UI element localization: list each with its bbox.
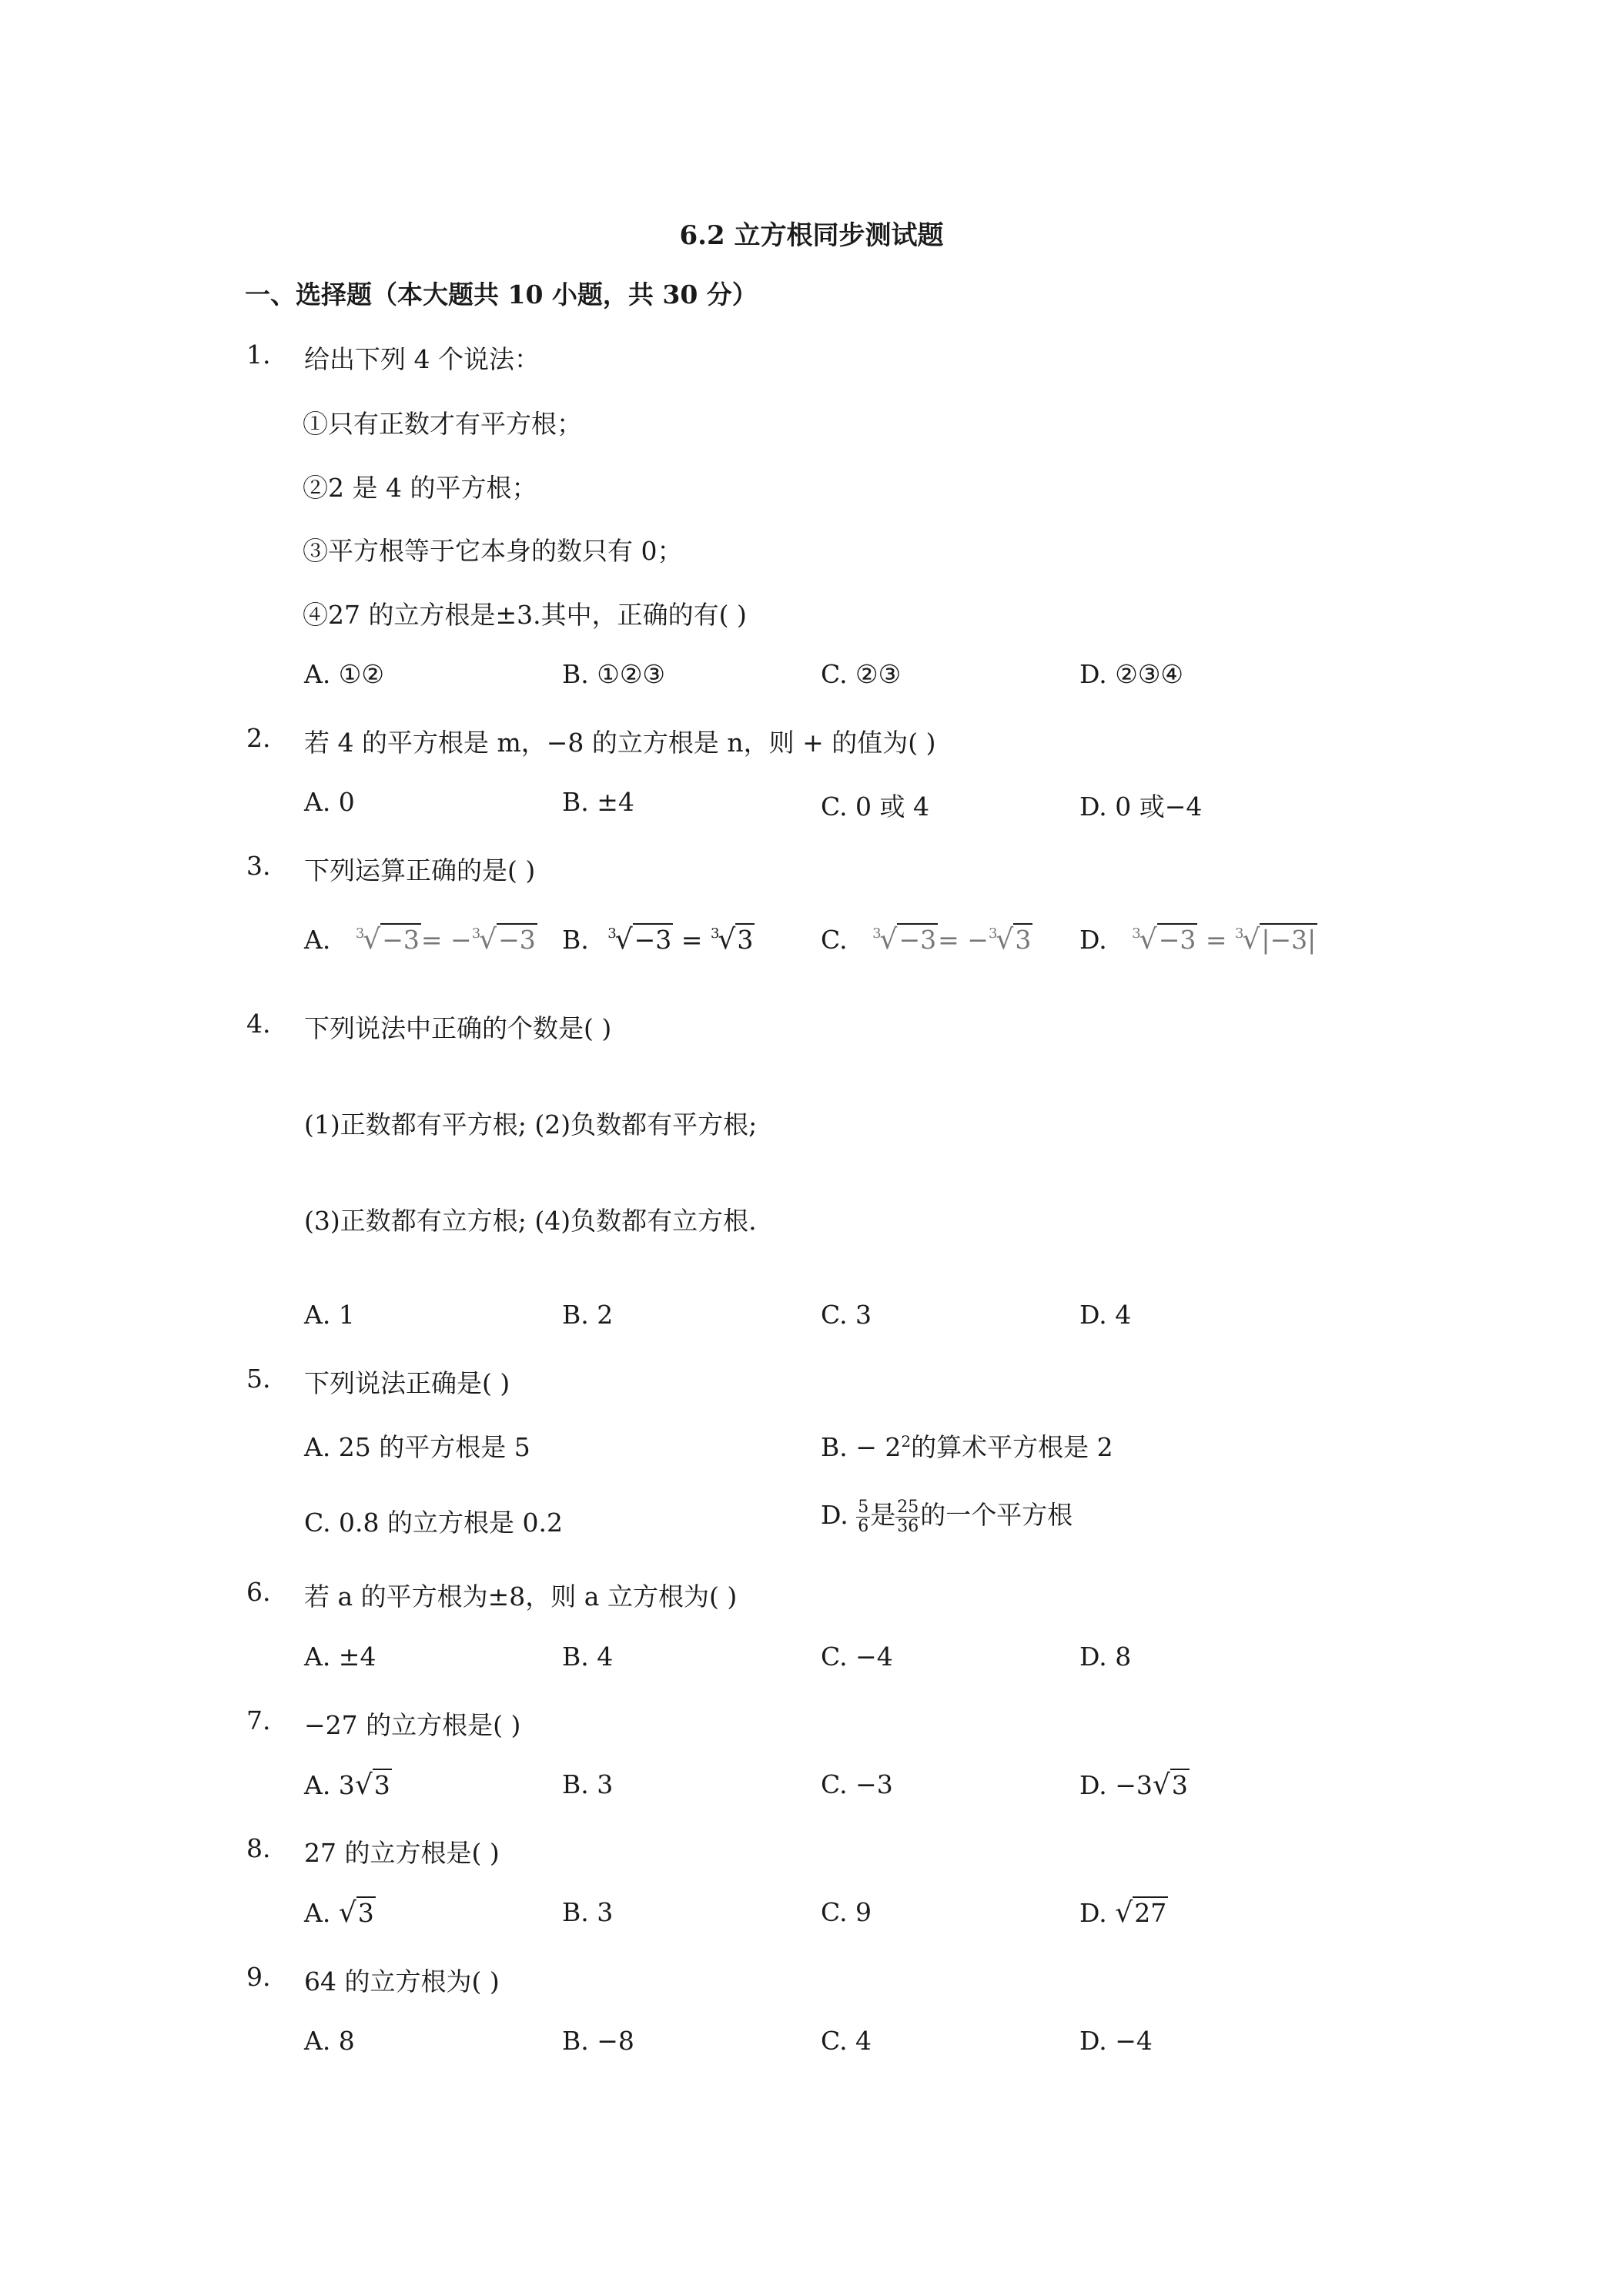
operator: = <box>1197 925 1235 955</box>
statement-4: ④27 的立方根是±3.其中，正确的有( ) <box>303 600 747 630</box>
option-a[interactable]: A. ±4 <box>304 1642 376 1672</box>
question-stem: 下列运算正确的是( ) <box>304 855 536 885</box>
option-c[interactable]: C. −4 <box>821 1642 893 1672</box>
statement-1: ①只有正数才有平方根； <box>303 409 582 439</box>
cube-root-expr: $^3$√−3 <box>471 924 536 956</box>
option-d[interactable] <box>1079 924 1317 956</box>
option-c[interactable]: C. 0.8 的立方根是 0.2 <box>304 1508 563 1538</box>
question-number: 8. <box>246 1833 271 1863</box>
option-d[interactable]: D. −4 <box>1079 2026 1153 2056</box>
option-label: C. <box>821 925 848 955</box>
cube-root-expr: $^3$√−3 <box>872 924 937 956</box>
option-a[interactable]: A. 25 的平方根是 5 <box>304 1432 530 1462</box>
option-b[interactable]: B. 4 <box>562 1642 614 1672</box>
option-d[interactable]: D. √27 <box>1079 1897 1167 1929</box>
option-c[interactable]: C. 3 <box>821 1300 872 1330</box>
question-stem: 给出下列 4 个说法： <box>304 344 540 374</box>
statement-3: ③平方根等于它本身的数只有 0； <box>303 536 683 566</box>
question-number: 9. <box>246 1962 271 1992</box>
sqrt-expr: √27 <box>1115 1897 1167 1929</box>
question-number: 4. <box>246 1009 271 1039</box>
sqrt-expr: √3 <box>354 1769 390 1801</box>
question-stem: 27 的立方根是( ) <box>304 1838 500 1868</box>
option-b[interactable]: B. ①②③ <box>562 659 665 689</box>
option-b[interactable]: B. 3 <box>562 1769 614 1799</box>
option-c[interactable]: C. −3 <box>821 1769 893 1799</box>
option-c[interactable]: C. 9 <box>821 1897 872 1927</box>
operator: = − <box>420 925 472 955</box>
question-number: 6. <box>246 1577 271 1607</box>
option-c[interactable]: C. ②③ <box>821 659 902 689</box>
cube-root-expr: $^3$√−3 <box>355 924 420 956</box>
option-d[interactable]: D. −3√3 <box>1079 1769 1188 1801</box>
cube-root-expr: $^3$√−3 <box>1132 924 1196 956</box>
statement-line-2: (3)正数都有立方根; (4)负数都有立方根. <box>304 1206 757 1236</box>
option-b[interactable]: B. − $2^2$的算术平方根是 2 <box>821 1432 1113 1462</box>
question-stem: 下列说法正确是( ) <box>304 1368 510 1398</box>
question-stem: 若 4 的平方根是 m，−8 的立方根是 n，则 + 的值为( ) <box>304 728 936 758</box>
option-c[interactable]: C. 0 或 4 <box>821 792 930 822</box>
cube-root-expr: $^3$√3 <box>988 924 1032 956</box>
question-number: 5. <box>246 1364 271 1394</box>
option-d[interactable]: D. $\frac{5}{6}$ 是 $\frac{25}{36}$ 的一个平方根 <box>821 1497 1073 1536</box>
statement-2: ②2 是 4 的平方根； <box>303 473 537 503</box>
question-stem: 64 的立方根为( ) <box>304 1966 500 1996</box>
option-b[interactable] <box>562 924 755 956</box>
sqrt-expr: √3 <box>1152 1769 1188 1801</box>
question-number: 3. <box>246 851 271 881</box>
option-d[interactable]: D. 0 或−4 <box>1079 792 1203 822</box>
option-a[interactable] <box>304 924 537 956</box>
fraction: $\frac{5}{6}$ <box>858 1497 869 1536</box>
question-number: 7. <box>246 1705 271 1735</box>
option-c[interactable]: C. 4 <box>821 2026 872 2056</box>
question-stem: 下列说法中正确的个数是( ) <box>304 1013 612 1043</box>
option-b[interactable]: B. 2 <box>562 1300 614 1330</box>
option-b[interactable]: B. ±4 <box>562 787 634 817</box>
question-stem: 若 a 的平方根为±8，则 a 立方根为( ) <box>304 1581 738 1612</box>
option-label: D. <box>1079 925 1107 955</box>
option-a[interactable]: A. 8 <box>304 2026 355 2056</box>
option-b[interactable]: B. −8 <box>562 2026 634 2056</box>
option-label: B. <box>562 925 589 955</box>
question-stem: −27 的立方根是( ) <box>304 1710 521 1740</box>
option-a[interactable]: A. 0 <box>304 787 355 817</box>
option-d[interactable]: D. ②③④ <box>1079 659 1184 689</box>
sqrt-expr: √3 <box>338 1897 374 1929</box>
option-a[interactable]: A. √3 <box>304 1897 374 1929</box>
section-heading: 一、选择题（本大题共 10 小题，共 30 分） <box>245 279 758 310</box>
cube-root-expr: $^3$√3 <box>710 924 754 956</box>
operator: = <box>673 925 711 955</box>
question-number: 1. <box>246 340 271 370</box>
question-number: 2. <box>246 723 271 753</box>
operator: = − <box>938 925 989 955</box>
option-c[interactable] <box>821 924 1032 956</box>
option-b[interactable]: B. 3 <box>562 1897 614 1927</box>
option-label: A. <box>304 925 331 955</box>
cube-root-expr: $^3$√|−3| <box>1234 924 1317 956</box>
option-a[interactable]: A. 3√3 <box>304 1769 390 1801</box>
option-a[interactable]: A. ①② <box>304 659 384 689</box>
statement-line-1: (1)正数都有平方根; (2)负数都有平方根; <box>304 1110 758 1140</box>
option-a[interactable]: A. 1 <box>304 1300 355 1330</box>
fraction: $\frac{25}{36}$ <box>897 1497 919 1536</box>
option-d[interactable]: D. 4 <box>1079 1300 1132 1330</box>
page-title: 6.2 立方根同步测试题 <box>679 220 944 251</box>
cube-root-expr: $^3$√−3 <box>607 924 672 956</box>
option-d[interactable]: D. 8 <box>1079 1642 1132 1672</box>
